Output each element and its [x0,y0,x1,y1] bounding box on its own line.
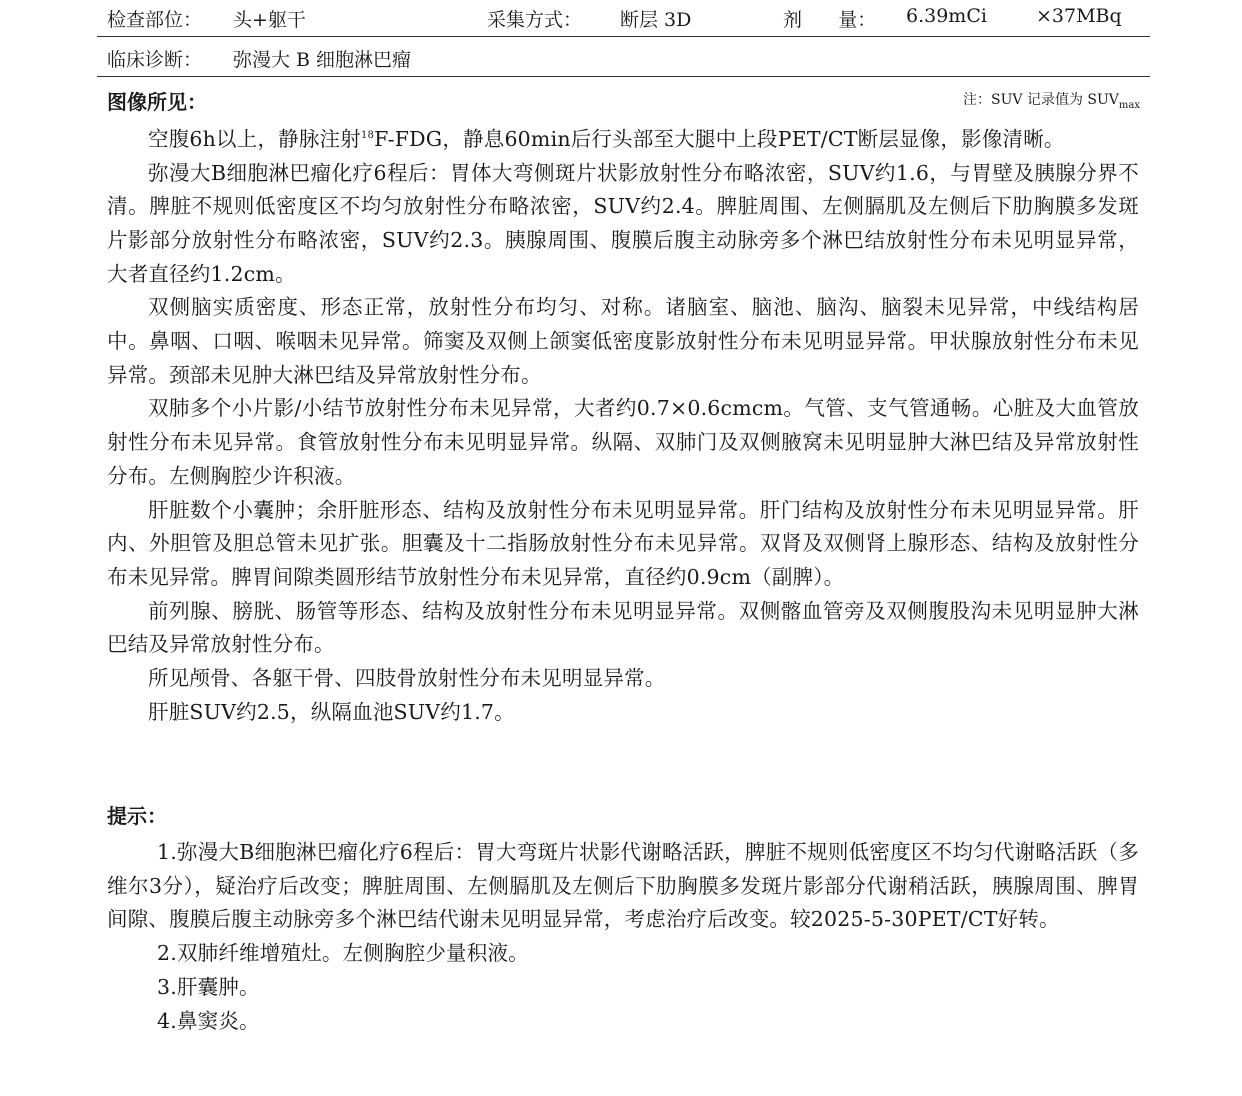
findings-paragraph: 双侧脑实质密度、形态正常，放射性分布均匀、对称。诸脑室、脑池、脑沟、脑裂未见异常，中线结构居中。鼻咽、口咽、喉咽未见异常。筛窦及双侧上颌窦低密度影放射性分布未见明显异常。甲状腺放射性分布未见异常。颈部未见肿大淋巴结及异常放射性分布。 [107,295,1139,387]
findings-paragraph: 肝脏数个小囊肿；余肝脏形态、结构及放射性分布未见明显异常。肝门结构及放射性分布未见明显异常。肝内、外胆管及胆总管未见扩张。胆囊及十二指肠放射性分布未见异常。双肾及双侧肾上腺形态、结构及放射性分布未见异常。脾胃间隙类圆形结节放射性分布未见异常，直径约0.9cm（副脾）。 [107,497,1139,589]
method-value: 断层 3D [620,9,692,31]
dose-mbq: ×37MBq [1036,5,1122,27]
findings-body [107,119,1139,729]
method-label: 采集方式： [487,9,583,31]
impression-item: 2.双肺纤维增殖灶。左侧胸腔少量积液。 [157,941,529,966]
findings-paragraph: 肝脏SUV约2.5，纵隔血池SUV约1.7。 [148,699,515,724]
findings-paragraph: 双肺多个小片影/小结节放射性分布未见异常，大者约0.7×0.6cmcm。气管、支气管通畅。心脏及大血管放射性分布未见异常。食管放射性分布未见明显异常。纵隔、双肺门及双侧腋窝未见明显肿大淋巴结及异常放射性分布。左侧胸腔少许积液。 [107,396,1139,488]
impression-item: 3.肝囊肿。 [157,974,260,999]
diagnosis-label: 临床诊断： [107,49,203,71]
dose-mci: 6.39mCi [906,5,987,27]
diagnosis-value: 弥漫大 B 细胞淋巴瘤 [233,49,412,71]
exam-site-label: 检查部位： [107,9,203,31]
findings-paragraph: 空腹6h以上，静脉注射$^{18}$F-FDG，静息60min后行头部至大腿中上段PET/CT断层显像，影像清晰。 [148,126,1065,151]
impression-title: 提示： [107,804,167,828]
findings-title: 图像所见： [107,90,207,114]
header-divider-top [97,36,1150,37]
findings-paragraph: 所见颅骨、各躯干骨、四肢骨放射性分布未见明显异常。 [148,666,666,691]
impression-item: 1.弥漫大B细胞淋巴瘤化疗6程后：胃大弯斑片状影代谢略活跃，脾脏不规则低密度区不均匀代谢略活跃（多维尔3分），疑治疗后改变；脾脏周围、左侧膈肌及左侧后下肋胸膜多发斑片影部分代谢稍活跃，胰腺周围、脾胃间隙、腹膜后腹主动脉旁多个淋巴结代谢未见明显异常，考虑治疗后改变。较2025-5-30PET/CT好转。 [107,840,1139,932]
exam-site-value: 头+躯干 [233,9,306,31]
impression-body [107,836,1139,1038]
findings-paragraph: 弥漫大B细胞淋巴瘤化疗6程后：胃体大弯侧斑片状影放射性分布略浓密，SUV约1.6，与胃壁及胰腺分界不清。脾脏不规则低密度区不均匀放射性分布略浓密，SUV约2.4。脾脏周围、左侧膈肌及左侧后下肋胸膜多发斑片影部分放射性分布略浓密，SUV约2.3。胰腺周围、腹膜后腹主动脉旁多个淋巴结放射性分布未见明显异常，大者直径约1.2cm。 [107,160,1139,286]
impression-item: 4.鼻窦炎。 [157,1008,260,1033]
findings-paragraph: 前列腺、膀胱、肠管等形态、结构及放射性分布未见明显异常。双侧髂血管旁及双侧腹股沟未见明显肿大淋巴结及异常放射性分布。 [107,598,1139,657]
suv-note: 注：SUV 记录值为 $SUV_{max}$ [963,92,1140,111]
header-divider-bottom [97,76,1150,77]
dose-label: 剂 量： [783,9,877,31]
